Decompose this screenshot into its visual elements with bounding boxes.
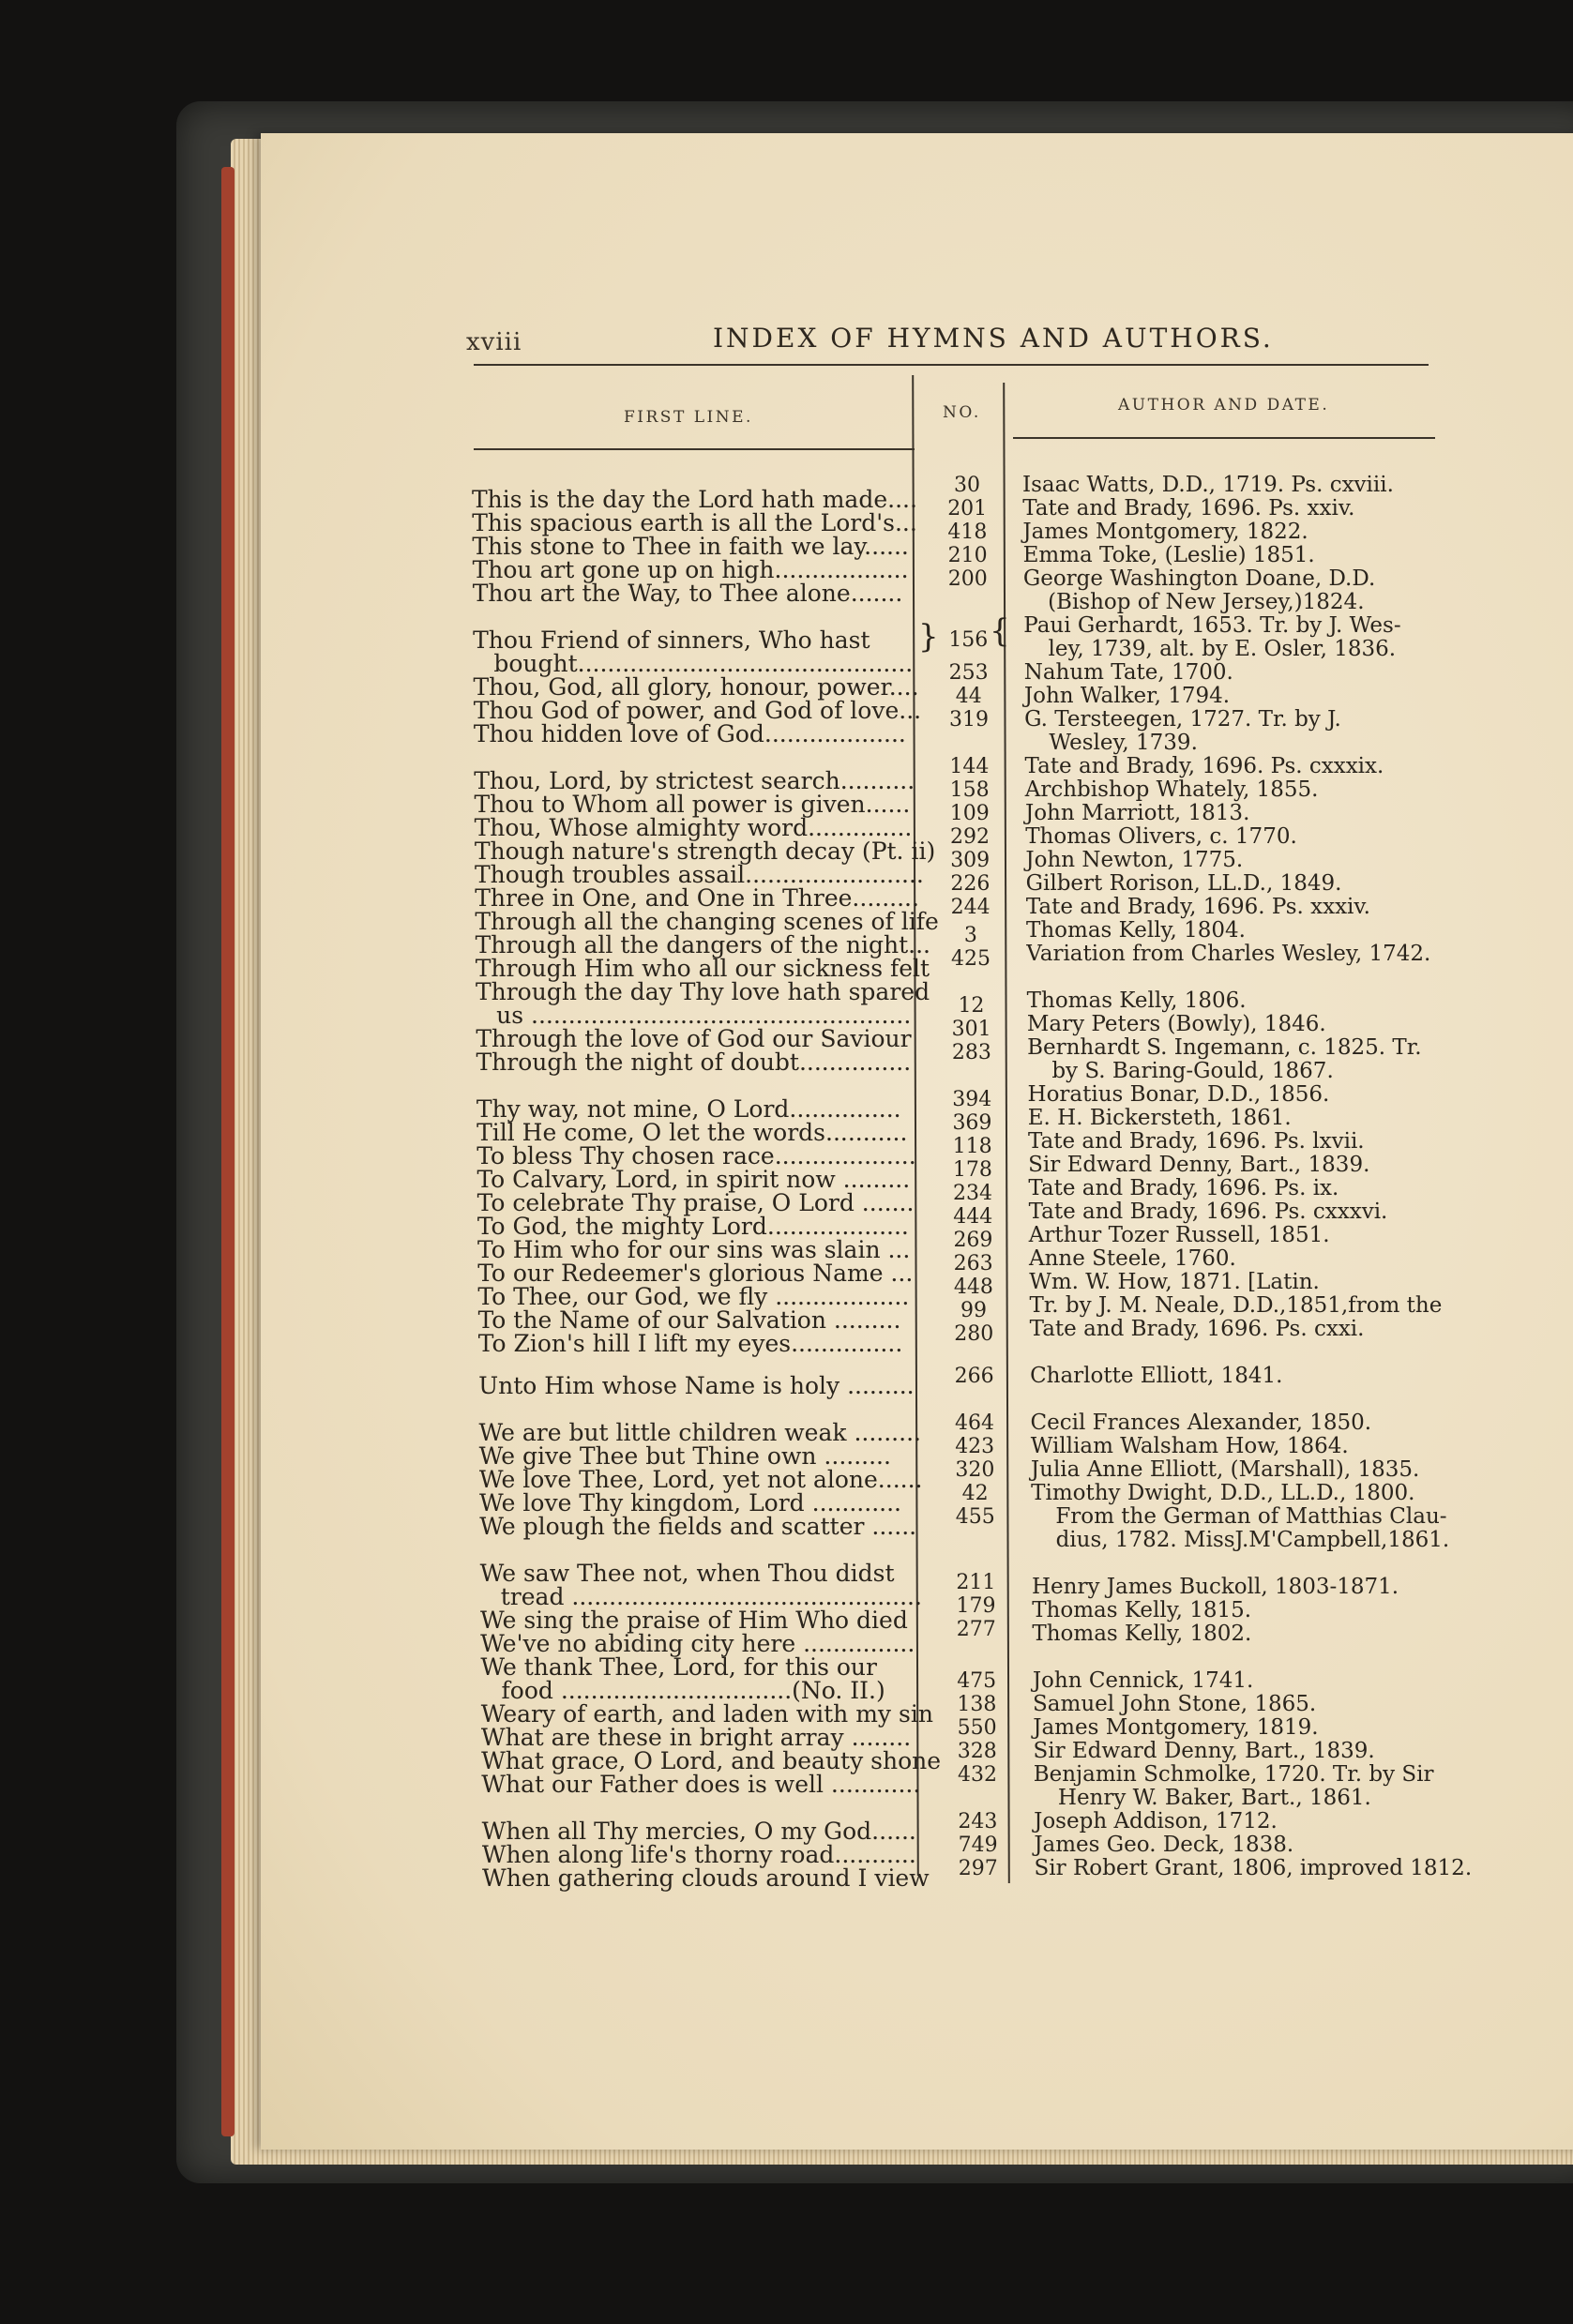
hymn-first-line: We love Thy kingdom, Lord ............ [479,1489,901,1517]
hymn-first-line: We love Thee, Lord, yet not alone...... [478,1466,923,1493]
hymn-number: 211 [956,1571,996,1594]
hymn-first-line: Thou Friend of sinners, Who hast [473,626,870,654]
hymn-first-line: Through all the changing scenes of life [475,908,939,935]
brace-right: { [990,612,1010,650]
author-and-date: Henry James Buckoll, 1803-1871. [1031,1575,1399,1599]
author-and-date: G. Tersteegen, 1727. Tr. by J. [1024,707,1341,732]
author-and-date: E. H. Bickersteth, 1861. [1027,1106,1292,1130]
author-and-date: Wm. W. How, 1871. [Latin. [1029,1270,1320,1294]
hymn-first-line: This is the day the Lord hath made.... [472,486,917,513]
hymn-number: 277 [956,1618,996,1641]
page-number: xviii [466,328,522,356]
author-and-date: Thomas Kelly, 1804. [1026,918,1246,943]
hymn-first-line: What our Father does is well ............ [481,1771,921,1798]
author-and-date: Tate and Brady, 1696. Ps. xxxiv. [1025,895,1370,919]
hymn-first-line: Through the love of God our Saviour [476,1025,912,1052]
hymn-first-line: Through the day Thy love hath spared [475,978,930,1005]
author-and-date: Tr. by J. M. Neale, D.D.,1851,from the [1029,1293,1443,1318]
hymn-first-line: Thou God of power, and God of love... [473,697,922,724]
author-and-date: George Washington Doane, D.D. [1022,566,1376,591]
hymn-first-line: To Zion's hill I lift my eyes............... [477,1330,903,1357]
author-and-date: (Bishop of New Jersey,)1824. [1048,590,1365,614]
hymn-first-line: us ................................................... [496,1002,912,1029]
author-and-date: Sir Edward Denny, Bart., 1839. [1028,1153,1370,1177]
author-and-date: Thomas Kelly, 1815. [1032,1598,1252,1622]
hymn-first-line: Through Him who all our sickness felt [475,955,930,982]
hymn-number: 234 [953,1182,993,1205]
hymn-number: 156 [948,628,989,652]
hymn-number: 244 [950,896,991,919]
author-and-date: Paui Gerhardt, 1653. Tr. by J. Wes- [1023,613,1401,638]
author-and-date: Thomas Kelly, 1802. [1032,1622,1252,1646]
hymn-first-line: We are but little children weak ......... [478,1419,921,1446]
author-and-date: John Newton, 1775. [1025,848,1244,872]
hymn-first-line: When all Thy mercies, O my God...... [481,1818,916,1845]
hymn-first-line: To Thee, our God, we fly .................. [477,1283,910,1310]
running-head [0,319,1573,356]
hymn-first-line: Thou, God, all glory, honour, power.... [473,673,919,701]
hymn-number: 444 [953,1205,993,1229]
hymn-first-line: Thou to Whom all power is given...... [474,791,911,818]
hymn-number: 30 [954,474,980,497]
hymn-first-line: Three in One, and One in Three......... [475,884,919,912]
author-and-date: Thomas Kelly, 1806. [1026,988,1247,1013]
hymn-first-line: To our Redeemer's glorious Name ... [477,1260,914,1287]
author-and-date: John Marriott, 1813. [1024,801,1250,825]
author-and-date: From the German of Matthias Clau- [1055,1504,1447,1529]
hymn-number: 12 [958,994,985,1018]
author-and-date: Tate and Brady, 1696. Ps. cxxxvi. [1028,1200,1388,1224]
hymn-first-line: When gathering clouds around I view [482,1864,930,1892]
hymn-number: 283 [951,1041,991,1064]
hymn-number: 550 [957,1716,997,1740]
hymn-number: 418 [947,521,988,544]
author-and-date: Cecil Frances Alexander, 1850. [1030,1411,1372,1435]
hymn-number: 201 [947,497,988,521]
hymn-number: 749 [958,1834,998,1857]
column-header-no: NO. [943,403,981,422]
hymn-number: 253 [948,661,989,685]
hymn-number: 423 [955,1435,995,1458]
hymn-number: 210 [947,544,988,567]
author-and-date: Isaac Watts, D.D., 1719. Ps. cxviii. [1022,473,1394,497]
hymn-first-line: When along life's thorny road........... [481,1841,916,1868]
author-and-date: Tate and Brady, 1696. Ps. ix. [1028,1176,1339,1200]
hymn-number: 200 [947,567,988,591]
spine-edge [221,167,234,2136]
hymn-first-line: Till He come, O let the words........... [476,1119,908,1146]
author-and-date: Bernhardt S. Ingemann, c. 1825. Tr. [1027,1035,1422,1060]
hymn-number: 99 [960,1299,988,1322]
author-and-date: Timothy Dwight, D.D., LL.D., 1800. [1031,1481,1415,1505]
hymn-number: 179 [956,1594,996,1618]
hymn-number: 369 [952,1111,992,1135]
hymn-first-line: To God, the mighty Lord................... [476,1213,909,1240]
author-and-date: Tate and Brady, 1696. Ps. cxxi. [1029,1317,1365,1341]
author-and-date: by S. Baring-Gould, 1867. [1051,1059,1334,1083]
hymn-number: 226 [950,872,991,896]
hymn-first-line: food ...............................(No. II.) [501,1677,885,1704]
author-and-date: John Walker, 1794. [1023,684,1231,708]
author-and-date: Tate and Brady, 1696. Ps. xxiv. [1022,496,1355,521]
hymn-first-line: Thou art the Way, to Thee alone....... [472,580,903,607]
author-and-date: James Geo. Deck, 1838. [1034,1833,1294,1857]
hymn-first-line: This stone to Thee in faith we lay...... [472,533,909,560]
author-and-date: Nahum Tate, 1700. [1023,660,1233,685]
hymn-first-line: tread ............................................... [500,1583,922,1610]
hymn-first-line: Unto Him whose Name is holy ......... [478,1372,915,1399]
hymn-first-line: We give Thee but Thine own ......... [478,1442,891,1470]
hymn-number: 455 [955,1505,995,1529]
top-rule [474,364,1429,366]
hymn-first-line: We plough the fields and scatter ...... [479,1513,917,1540]
hymn-first-line: Thou hidden love of God................... [473,720,906,747]
author-and-date: Joseph Addison, 1712. [1034,1809,1278,1834]
hymn-number: 292 [950,825,990,849]
hymn-first-line: Thou, Lord, by strictest search.......... [474,767,915,794]
hymn-first-line: Thou, Whose almighty word.............. [474,814,913,841]
header-rule-left [474,448,915,450]
author-and-date: Horatius Bonar, D.D., 1856. [1027,1082,1330,1107]
hymn-number: 464 [955,1411,994,1435]
author-and-date: Emma Toke, (Leslie) 1851. [1022,543,1315,567]
author-and-date: Tate and Brady, 1696. Ps. cxxxix. [1024,754,1384,778]
hymn-first-line: To Him who for our sins was slain ... [477,1236,911,1263]
hymn-number: 144 [949,755,990,778]
hymn-first-line: To the Name of our Salvation ......... [477,1306,901,1334]
hymn-number: 425 [951,947,991,971]
hymn-first-line: What grace, O Lord, and beauty shone [481,1747,942,1774]
author-and-date: Sir Robert Grant, 1806, improved 1812. [1034,1856,1473,1880]
hymn-first-line: Through all the dangers of the night... [475,931,930,958]
author-and-date: Mary Peters (Bowly), 1846. [1026,1012,1326,1036]
author-and-date: William Walsham How, 1864. [1030,1434,1349,1458]
hymn-number: 42 [961,1482,989,1505]
hymn-number: 44 [955,685,982,708]
hymn-number: 448 [953,1275,993,1299]
hymn-number: 109 [949,802,990,825]
hymn-number: 263 [953,1252,993,1275]
author-and-date: Charlotte Elliott, 1841. [1030,1364,1283,1388]
hymn-number: 432 [958,1763,997,1787]
hymn-first-line: Through the night of doubt............... [476,1049,912,1076]
author-and-date: Variation from Charles Wesley, 1742. [1026,942,1431,966]
author-and-date: Henry W. Baker, Bart., 1861. [1057,1786,1371,1810]
author-and-date: James Montgomery, 1819. [1033,1715,1319,1740]
brace-left: } [918,618,939,656]
author-and-date: Samuel John Stone, 1865. [1033,1692,1317,1716]
hymn-number: 320 [955,1458,995,1482]
hymn-number: 394 [952,1088,992,1111]
author-and-date: James Montgomery, 1822. [1022,520,1308,544]
hymn-first-line: Though nature's strength decay (Pt. ii) [474,838,936,865]
hymn-first-line: To Calvary, Lord, in spirit now ......... [476,1166,911,1193]
author-and-date: Tate and Brady, 1696. Ps. lxvii. [1027,1129,1365,1154]
hymn-number: 266 [954,1365,994,1388]
hymn-number: 319 [949,708,989,732]
author-and-date: Archbishop Whately, 1855. [1024,777,1319,802]
hymn-number: 297 [958,1857,998,1880]
author-and-date: Julia Anne Elliott, (Marshall), 1835. [1030,1457,1420,1482]
author-and-date: Benjamin Schmolke, 1720. Tr. by Sir [1033,1762,1434,1787]
author-and-date: Gilbert Rorison, LL.D., 1849. [1025,871,1342,896]
hymn-number: 138 [957,1693,997,1716]
hymn-number: 301 [951,1018,991,1041]
hymn-first-line: To celebrate Thy praise, O Lord ....... [476,1189,915,1216]
hymn-first-line: Thou art gone up on high.................. [472,556,909,583]
author-and-date: Arthur Tozer Russell, 1851. [1028,1223,1330,1247]
hymn-first-line: We thank Thee, Lord, for this our [480,1653,877,1681]
hymn-number: 118 [952,1135,992,1158]
hymn-first-line: We sing the praise of Him Who died [479,1607,908,1634]
hymn-first-line: What are these in bright array ........ [480,1724,912,1751]
author-and-date: Wesley, 1739. [1049,731,1198,755]
hymn-first-line: Though troubles assail........................ [475,861,924,888]
hymn-number: 178 [952,1158,992,1182]
hymn-first-line: This spacious earth is all the Lord's... [472,509,917,536]
hymn-number: 328 [957,1740,997,1763]
column-header-first-line: FIRST LINE. [624,408,753,427]
page-title: INDEX OF HYMNS AND AUTHORS. [713,323,1274,354]
author-and-date: Thomas Olivers, c. 1770. [1025,824,1297,849]
author-and-date: Anne Steele, 1760. [1029,1246,1236,1271]
author-and-date: ley, 1739, alt. by E. Osler, 1836. [1048,637,1397,661]
header-rule-right [1013,437,1435,439]
hymn-first-line: We saw Thee not, when Thou didst [479,1560,895,1587]
author-and-date: John Cennick, 1741. [1032,1668,1254,1693]
hymn-first-line: bought............................................. [493,650,914,677]
hymn-number: 158 [949,778,990,802]
hymn-number: 243 [958,1810,998,1834]
hymn-first-line: We've no abiding city here ............... [480,1630,915,1657]
column-header-author: AUTHOR AND DATE. [1118,396,1330,415]
hymn-number: 3 [963,924,977,947]
author-and-date: dius, 1782. MissJ.M'Campbell,1861. [1055,1528,1450,1552]
hymn-number: 280 [954,1322,994,1346]
hymn-first-line: Weary of earth, and laden with my sin [480,1700,933,1728]
hymn-number: 309 [950,849,991,872]
hymn-number: 269 [953,1229,993,1252]
hymn-first-line: Thy way, not mine, O Lord............... [476,1095,901,1123]
hymn-first-line: To bless Thy chosen race................... [476,1142,916,1170]
author-and-date: Sir Edward Denny, Bart., 1839. [1033,1739,1375,1763]
hymn-number: 475 [957,1669,997,1693]
